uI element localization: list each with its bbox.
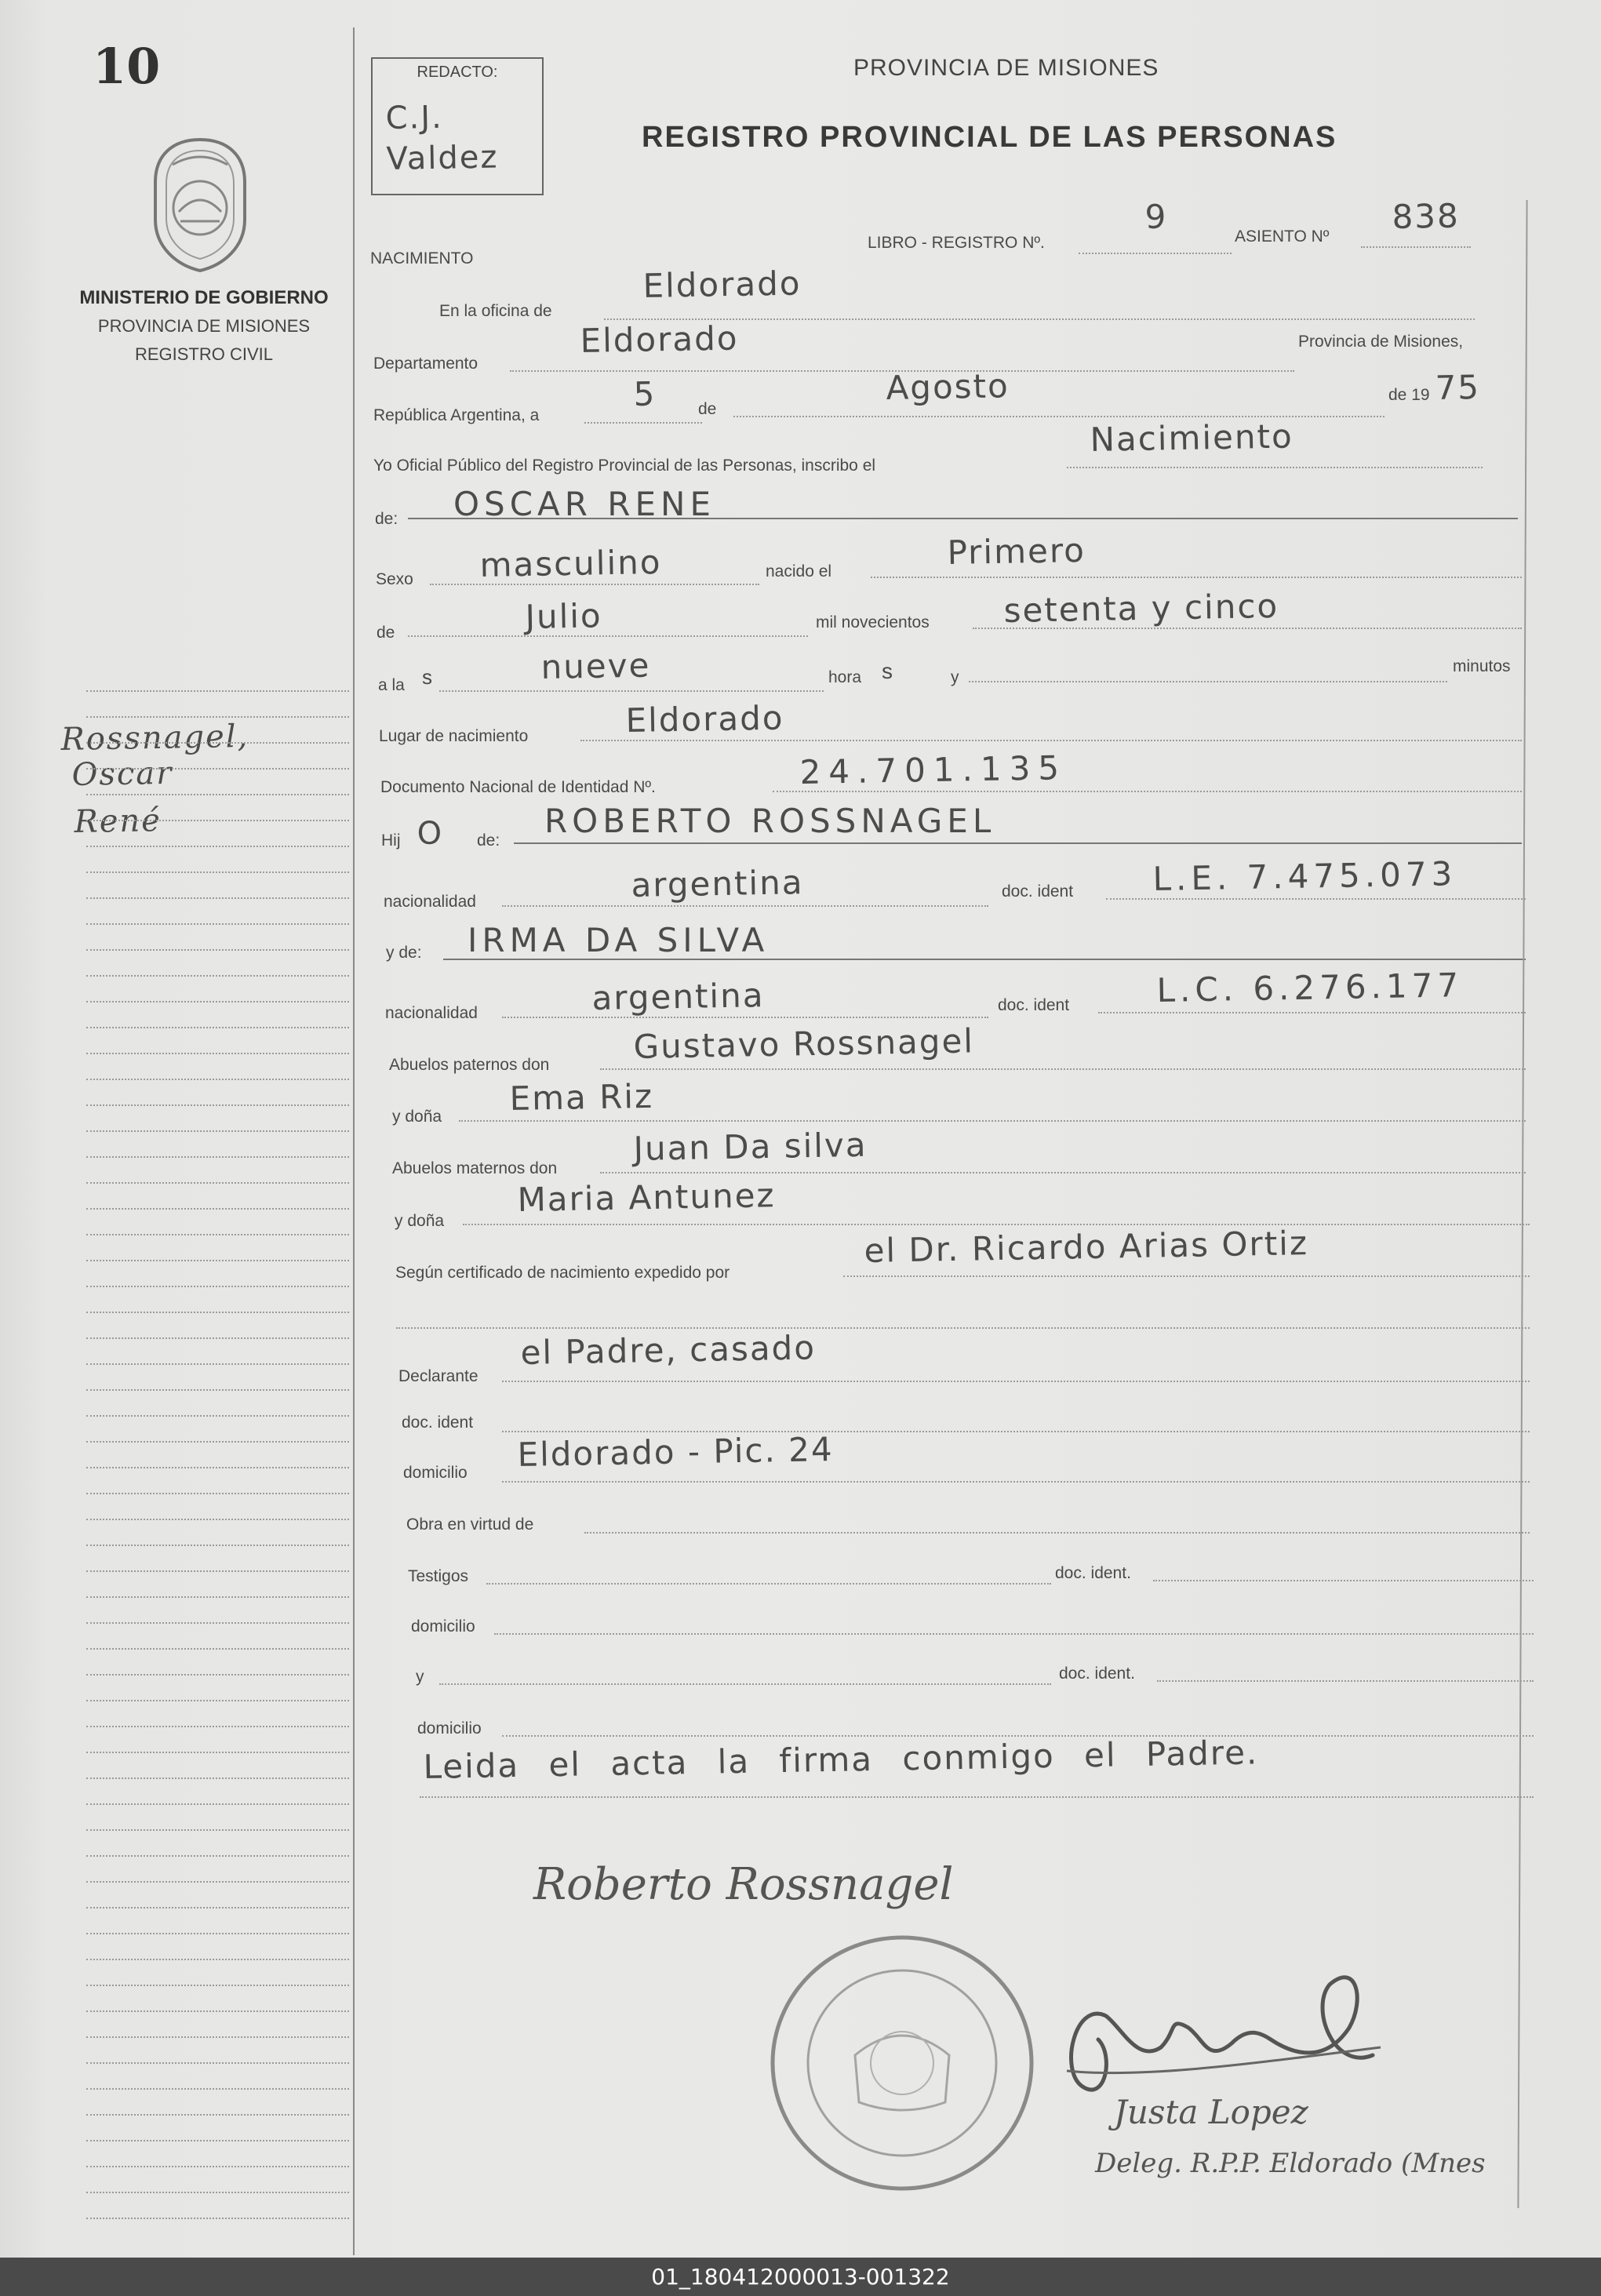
margin-rule: [86, 1803, 349, 1805]
margin-rule: [86, 1493, 349, 1494]
mes-value: Agosto: [886, 366, 1010, 407]
margin-rule: [86, 716, 349, 718]
doc1-label: doc. ident: [1002, 882, 1074, 901]
margin-rule: [86, 2114, 349, 2116]
redacto-box: [371, 57, 544, 195]
dom-label: domicilio: [403, 1464, 468, 1482]
nac-year-value: setenta y cinco: [1003, 586, 1279, 630]
margin-rule: [86, 949, 349, 951]
coat-of-arms-icon: [141, 133, 259, 275]
margin-rule: [86, 1337, 349, 1339]
hora-suffix: s: [882, 659, 893, 683]
margin-rule: [86, 2192, 349, 2193]
margin-rule: [86, 820, 349, 821]
provincia-suffix: Provincia de Misiones,: [1298, 333, 1464, 351]
oficial-label: Yo Oficial Público del Registro Provincial de las Personas, inscribo el: [373, 457, 876, 475]
oficina-value: Eldorado: [642, 264, 802, 305]
abp-dona-label: y doña: [392, 1108, 442, 1126]
doc3-label: doc. ident.: [1055, 1564, 1131, 1582]
margin-rule: [86, 1596, 349, 1598]
margin-rule: [86, 742, 349, 744]
decl-value: el Padre, casado: [520, 1328, 817, 1372]
yde-label: y de:: [386, 944, 422, 962]
abp-value: Gustavo Rossnagel: [633, 1021, 975, 1066]
official-stamp: [753, 1922, 1051, 2204]
ministry-province: PROVINCIA DE MISIONES: [97, 316, 311, 336]
padre-doc-value: L.E. 7.475.073: [1152, 854, 1457, 898]
margin-rule: [86, 1622, 349, 1624]
hijo-suffix: O: [417, 815, 444, 852]
dni-label: Documento Nacional de Identidad Nº.: [380, 778, 656, 796]
margin-rule: [86, 2218, 349, 2219]
oficina-label: En la oficina de: [439, 302, 552, 320]
asiento-value: 838: [1392, 196, 1461, 236]
margin-rule: [86, 871, 349, 873]
official-signature-scribble: [1051, 1953, 1396, 2110]
margin-rule: [86, 1648, 349, 1650]
nacido-label: nacido el: [766, 562, 832, 580]
father-signature: Roberto Rossnagel: [533, 1859, 954, 1910]
abm-dona-value: Maria Antunez: [517, 1176, 776, 1219]
margin-rule: [86, 1881, 349, 1883]
margin-note-line1: Rossnagel,: [60, 718, 249, 758]
nac-mes-value: Julio: [525, 596, 603, 636]
hora-label: hora: [828, 668, 862, 686]
province-heading: PROVINCIA DE MISIONES: [853, 55, 1159, 81]
doc4-label: doc. ident.: [1059, 1665, 1135, 1683]
margin-rule: [86, 1545, 349, 1546]
margin-note-line2: Oscar: [71, 755, 173, 793]
minutos-label: minutos: [1453, 657, 1511, 675]
alas-label: a la: [378, 676, 405, 694]
margin-rule: [86, 1700, 349, 1701]
margin-rule: [86, 975, 349, 977]
margin-rule: [86, 2166, 349, 2167]
margin-rule: [86, 2140, 349, 2141]
margin-rule: [86, 1777, 349, 1779]
republica-label: República Argentina, a: [373, 406, 540, 424]
nac1-label: nacionalidad: [384, 893, 476, 911]
decl-label: Declarante: [398, 1367, 478, 1385]
margin-rule: [86, 1208, 349, 1210]
padre-value: ROBERTO ROSSNAGEL: [544, 802, 996, 840]
form-right-border: [1517, 200, 1527, 2208]
dia-value: 5: [633, 374, 657, 413]
margin-rule: [86, 1933, 349, 1934]
margin-rule: [86, 1959, 349, 1960]
margin-rule: [86, 846, 349, 847]
testigos-label: Testigos: [408, 1567, 469, 1585]
abp-label: Abuelos paternos don: [389, 1056, 550, 1074]
madre-value: IRMA DA SILVA: [468, 921, 770, 959]
dni-value: 24.701.135: [799, 748, 1068, 791]
abm-dona-label: y doña: [395, 1212, 445, 1230]
margin-rule: [86, 2088, 349, 2090]
redacto-value: C.J. Valdez: [385, 99, 499, 178]
lugar-label: Lugar de nacimiento: [379, 727, 529, 745]
margin-rule: [86, 690, 349, 692]
ministry-block: [47, 284, 361, 369]
abm-value: Juan Da silva: [633, 1125, 868, 1168]
de-year-label: de 19: [1388, 386, 1430, 404]
lugar-value: Eldorado: [625, 698, 784, 740]
madre-doc-value: L.C. 6.276.177: [1156, 966, 1464, 1010]
cert-label: Según certificado de nacimiento expedido por: [395, 1264, 730, 1282]
margin-rule: [86, 1001, 349, 1002]
libro-label: LIBRO - REGISTRO Nº.: [868, 234, 1045, 252]
margin-rule: [86, 1312, 349, 1313]
cert-value: el Dr. Ricardo Arias Ortiz: [864, 1224, 1309, 1270]
nac2-label: nacionalidad: [385, 1004, 478, 1022]
closing-statement: Leida el acta la firma conmigo el Padre.: [423, 1733, 1259, 1786]
doc2-label: doc. ident: [998, 996, 1070, 1014]
y-label: y: [951, 668, 959, 686]
departamento-value: Eldorado: [580, 318, 739, 360]
y2-label: y: [416, 1668, 424, 1686]
alas-suffix: s: [422, 665, 432, 689]
margin-rule: [86, 1234, 349, 1235]
abp-dona-value: Ema Riz: [509, 1076, 654, 1118]
ministry-registry: REGISTRO CIVIL: [134, 344, 274, 364]
dom-value: Eldorado - Pic. 24: [517, 1429, 835, 1474]
docid-label: doc. ident: [402, 1414, 474, 1432]
libro-value: 9: [1144, 197, 1168, 236]
margin-rule: [86, 1182, 349, 1184]
hijo-label: Hij: [381, 831, 401, 850]
margin-rule: [86, 1027, 349, 1028]
departamento-label: Departamento: [373, 355, 478, 373]
margin-rule: [86, 1855, 349, 1857]
official-name: Justa Lopez: [1114, 2093, 1308, 2131]
de2-label: de:: [375, 510, 398, 528]
ministry-title: MINISTERIO DE GOBIERNO: [79, 287, 329, 308]
margin-rule: [86, 1389, 349, 1391]
name-value: OSCAR RENE: [453, 485, 715, 523]
sexo-label: Sexo: [376, 570, 413, 588]
madre-nac-value: argentina: [591, 976, 765, 1017]
record-type-label: NACIMIENTO: [370, 249, 474, 267]
redacto-label: REDACTO:: [417, 64, 498, 81]
margin-rule: [86, 1467, 349, 1468]
margin-rule: [86, 2010, 349, 2012]
hora-value: nueve: [540, 646, 651, 686]
dom3-label: domicilio: [417, 1719, 482, 1737]
margin-rule: [86, 897, 349, 899]
margin-rule: [86, 1363, 349, 1365]
margin-rule: [86, 1752, 349, 1753]
margin-rule: [86, 1985, 349, 1986]
margin-rule: [86, 1441, 349, 1443]
margin-rule: [86, 923, 349, 925]
margin-rule: [86, 1260, 349, 1261]
sexo-value: masculino: [479, 542, 662, 584]
margin-rule: [86, 1829, 349, 1831]
margin-note-line3: René: [74, 802, 162, 840]
margin-rule: [86, 1674, 349, 1676]
image-id-footer: 01_180412000013-001322: [0, 2258, 1601, 2296]
official-title: Deleg. R.P.P. Eldorado (Mnes: [1095, 2148, 1486, 2179]
inscribe-value: Nacimiento: [1090, 417, 1294, 459]
de3-label: de: [377, 624, 395, 642]
obra-label: Obra en virtud de: [406, 1516, 534, 1534]
asiento-label: ASIENTO Nº: [1235, 227, 1330, 246]
margin-rule: [86, 1130, 349, 1132]
margin-rule: [86, 1286, 349, 1287]
margin-rule: [86, 1156, 349, 1158]
margin-rule: [86, 1726, 349, 1727]
year-value: 75: [1435, 368, 1481, 407]
dom2-label: domicilio: [411, 1617, 475, 1636]
margin-rule: [86, 2036, 349, 2038]
padre-nac-value: argentina: [631, 863, 804, 904]
page-number: 10: [93, 38, 161, 95]
nacido-value: Primero: [947, 530, 1086, 572]
margin-rule: [86, 2062, 349, 2064]
margin-rule: [86, 1415, 349, 1417]
margin-rule: [86, 1519, 349, 1520]
de-label: de: [698, 400, 717, 418]
margin-rule: [86, 1104, 349, 1106]
margin-rule: [86, 1079, 349, 1080]
margin-rule: [86, 1570, 349, 1572]
margin-rule: [86, 1053, 349, 1054]
margin-rule: [86, 768, 349, 770]
abm-label: Abuelos maternos don: [392, 1159, 558, 1177]
hijo-de-label: de:: [477, 831, 500, 850]
registry-heading: REGISTRO PROVINCIAL DE LAS PERSONAS: [642, 121, 1337, 154]
margin-rule: [86, 1907, 349, 1908]
mil-label: mil novecientos: [816, 613, 930, 631]
margin-rule: [86, 794, 349, 795]
